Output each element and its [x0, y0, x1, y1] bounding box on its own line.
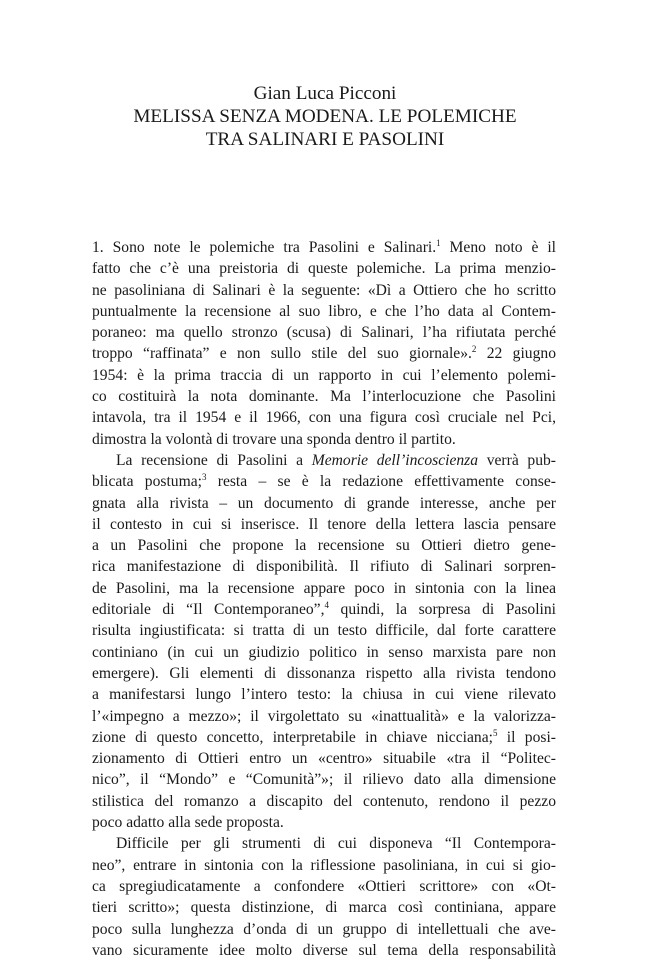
article-title-line-2: TRA SALINARI E PASOLINI [205, 129, 445, 150]
text-line: ca spregiudicatamente a confondere «Ottieri scrittore» con «Ot- [92, 877, 556, 895]
text-line: puntualmente la recensione al suo libro, e che l’ho data al Contem- [92, 302, 556, 320]
text-line: intavola, tra il 1954 e il 1966, con una figura così cruciale nel Pci, [92, 409, 556, 427]
text-line: neo”, entrare in sintonia con la riflessione pasoliniana, in cui si gio- [92, 856, 556, 874]
text-line: poco sulla lunghezza d’onda di un gruppo di intellettuali che ave- [92, 920, 556, 938]
text-line: a un Pasolini che propone la recensione su Ottieri dietro gene- [92, 537, 556, 555]
footnote-ref: 4 [324, 600, 329, 611]
text-line: La recensione di Pasolini a Memorie dell’incoscienza verrà pub- [116, 451, 556, 469]
text-line: fatto che c’è una preistoria di queste polemiche. La prima menzio- [92, 260, 556, 278]
text-line: a manifestarsi lungo l’intero testo: la chiusa in cui viene rilevato [92, 686, 556, 704]
text-line: zionamento di Ottieri entro un «centro» situabile «tra il “Politec- [92, 750, 556, 768]
text-line: gnata alla rivista – un documento di grande interesse, anche per [92, 494, 556, 512]
text-line: rica manifestazione di disponibilità. Il rifiuto di Salinari sorpren- [92, 558, 556, 576]
text-line: co costituirà la nota dominante. Ma l’interlocuzione che Pasolini [92, 388, 556, 406]
text-line: vano sicuramente idee molto diverse sul tema della responsabilità [92, 941, 556, 959]
text-line: 1. Sono note le polemiche tra Pasolini e Salinari.$^1$ Meno noto è il [92, 238, 556, 256]
article-header [0, 82, 650, 151]
text-line: de Pasolini, ma la recensione appare poco in sintonia con la linea [92, 579, 556, 597]
text-line: Difficile per gli strumenti di cui disponeva “Il Contempora- [116, 835, 556, 853]
text-line: il contesto in cui si inserisce. Il tenore della lettera lascia pensare [92, 515, 556, 533]
text-line: emergere). Gli elementi di dissonanza rispetto alla rivista tendono [92, 664, 556, 682]
text-line: dimostra la volontà di trovare una sponda dentro il partito. [92, 430, 456, 448]
text-line: risulta ingiustificata: si tratta di un testo difficile, dal forte carattere [92, 622, 556, 640]
text-line: 1954: è la prima traccia di un rapporto in cui l’elemento polemi- [92, 366, 556, 384]
footnote-ref: 2 [471, 344, 477, 355]
text-line: zione di questo concetto, interpretabile in chiave nicciana;$^5$ il posi- [92, 727, 556, 746]
book-title: Memorie dell’incoscienza [311, 451, 479, 469]
text-line: troppo “raffinata” e non sullo stile del suo giornale».$^2$ 22 giugno [92, 344, 556, 363]
text-line: poco adatto alla sede proposta. [92, 814, 284, 832]
article-title-line-1: MELISSA SENZA MODENA. LE POLEMICHE [133, 106, 517, 127]
text-line: poraneo: ma quello stronzo (scusa) di Salinari, l’ha rifiutata perché [92, 324, 556, 342]
text-line: editoriale di “Il Contemporaneo”,$^4$ quindi, la sorpresa di Pasolini [92, 600, 556, 619]
author-name: Gian Luca Picconi [253, 83, 397, 104]
footnote-ref: 1 [436, 238, 441, 248]
footnote-ref: 3 [202, 472, 207, 483]
footnote-ref: 5 [492, 727, 498, 738]
text-line: stilistica del romanzo a discapito del contenuto, rendono il pezzo [92, 792, 556, 810]
text-line: continiano (in cui un giudizio politico in senso marxista pare non [92, 643, 556, 661]
text-line: nico”, il “Mondo” e “Comunità”»; il rilievo dato alla dimensione [92, 771, 556, 789]
text-line: ne pasoliniana di Salinari è la seguente: «Dì a Ottiero che ho scritto [92, 281, 556, 299]
text-line: blicata postuma;$^3$ resta – se è la redazione effettivamente conse- [92, 472, 556, 491]
article-body [92, 237, 556, 961]
text-line: tieri scritto»; questa distinzione, di marca così continiana, appare [92, 899, 556, 917]
text-line: l’«impegno a mezzo»; il virgolettato su «inattualità» e la valorizza- [92, 707, 556, 725]
